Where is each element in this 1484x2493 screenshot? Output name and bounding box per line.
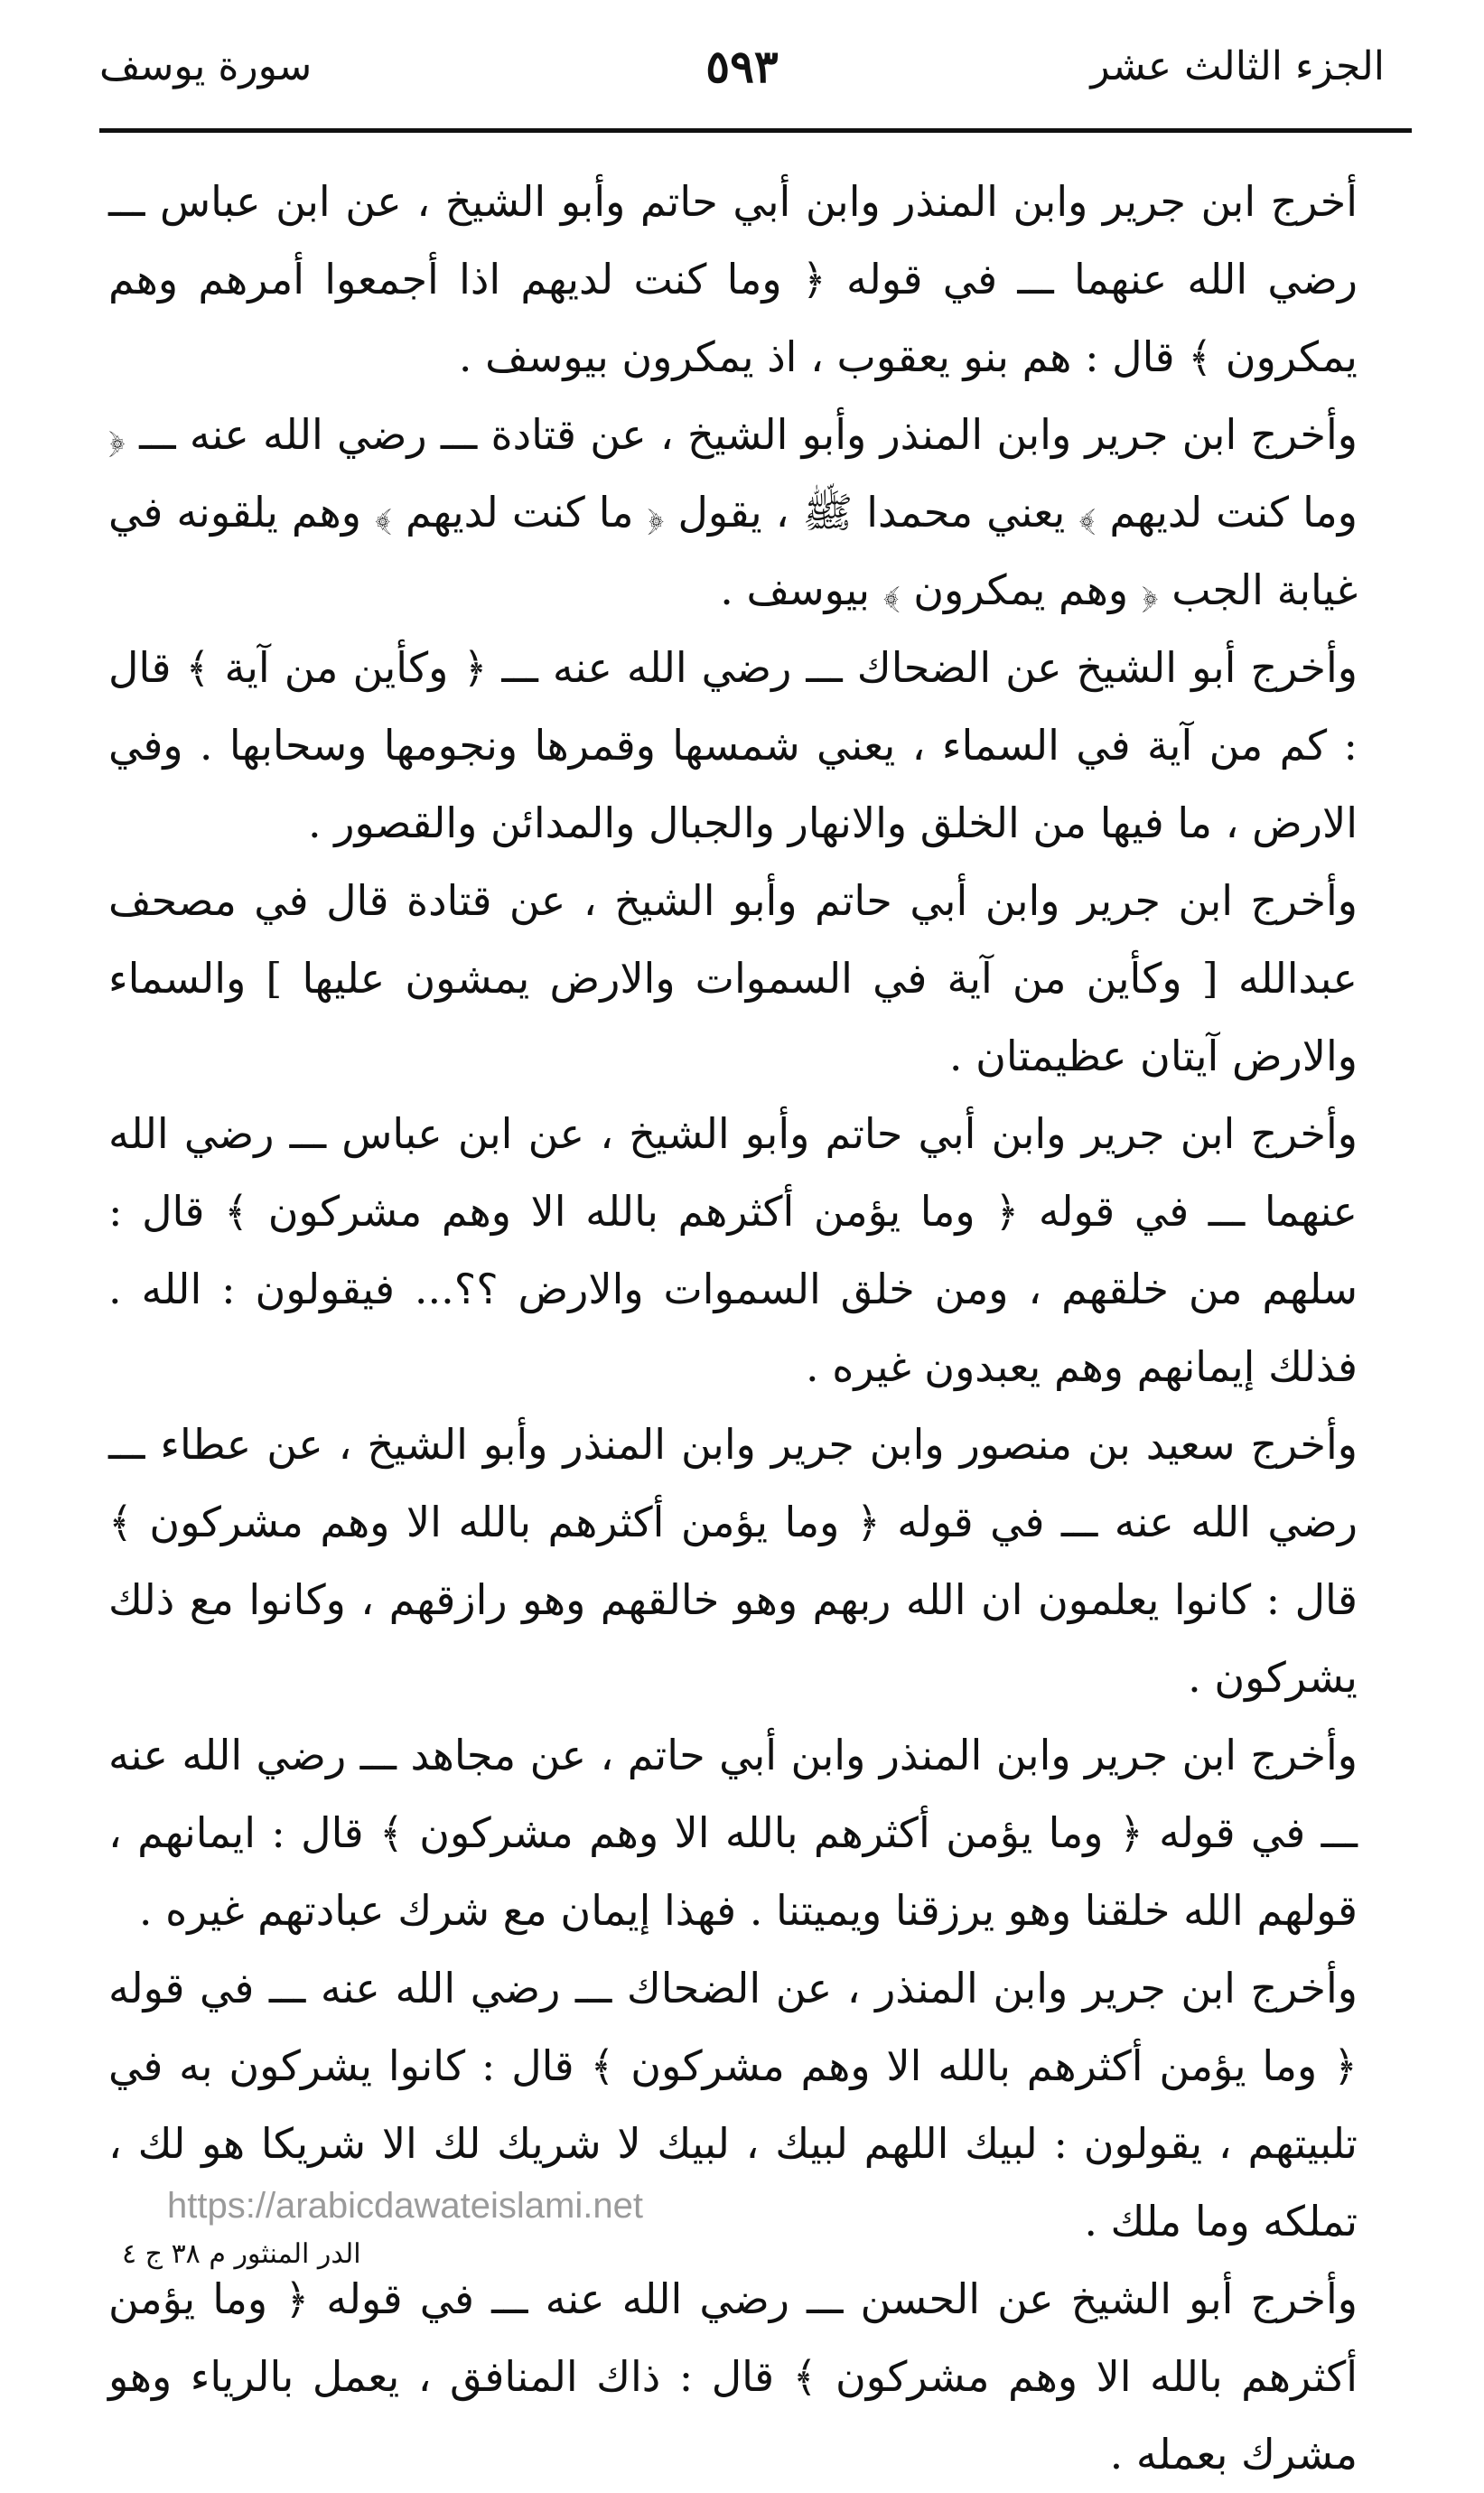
page-number: ٥٩٣ bbox=[705, 40, 779, 93]
juz-title: الجزء الثالث عشر bbox=[1090, 43, 1385, 89]
paragraph-6: وأخرج سعيد بن منصور وابن جرير وابن المنذر وأبو الشيخ ، عن عطاء ـــ رضي الله عنه ـــ في قوله ﴿ وما يؤمن أكثرهم بالله الا وهم مشركون ﴾ قال : كانوا يعلمون ان الله ربهم وهو خالقهم وهو رازقهم ، وكانوا مع ذلك يشركون . bbox=[108, 1420, 1358, 1702]
watermark-url: https://arabicdawateislami.net bbox=[167, 2186, 643, 2226]
paragraph-2: وأخرج ابن جرير وابن المنذر وأبو الشيخ ، عن قتادة ـــ رضي الله عنه ـــ ﴿ وما كنت لديهم ﴾ يعني محمدا ﷺ ، يقول ﴿ ما كنت لديهم ﴾ وهم يلقونه في غيابة الجب ﴿ وهم يمكرون ﴾ بيوسف . bbox=[108, 410, 1358, 614]
paragraph-9: وأخرج أبو الشيخ عن الحسن ـــ رضي الله عنه ـــ في قوله ﴿ وما يؤمن أكثرهم بالله الا وهم مشركون ﴾ قال : ذاك المنافق ، يعمل بالرياء وهو مشرك بعمله . bbox=[108, 2274, 1358, 2479]
paragraph-8: وأخرج ابن جرير وابن المنذر ، عن الضحاك ـــ رضي الله عنه ـــ في قوله ﴿ وما يؤمن أكثرهم بالله الا وهم مشركون ﴾ قال : كانوا يشركون به في تلبيتهم ، يقولون : لبيك اللهم لبيك ، لبيك لا شريك لك الا شريكا هو لك ، تملكه وما ملك . bbox=[108, 1964, 1358, 2246]
paragraph-5: وأخرج ابن جرير وابن أبي حاتم وأبو الشيخ ، عن ابن عباس ـــ رضي الله عنهما ـــ في قوله ﴿ وما يؤمن أكثرهم بالله الا وهم مشركون ﴾ قال : سلهم من خلقهم ، ومن خلق السموات والارض ؟؟... فيقولون : الله . فذلك إيمانهم وهم يعبدون غيره . bbox=[108, 1109, 1358, 1391]
body-text bbox=[108, 163, 1358, 2493]
paragraph-4: وأخرج ابن جرير وابن أبي حاتم وأبو الشيخ ، عن قتادة قال في مصحف عبدالله [ وكأين من آية في السموات والارض يمشون عليها ] والسماء والارض آيتان عظيمتان . bbox=[108, 876, 1358, 1080]
paragraph-3: وأخرج أبو الشيخ عن الضحاك ـــ رضي الله عنه ـــ ﴿ وكأين من آية ﴾ قال : كم من آية في السماء ، يعني شمسها وقمرها ونجومها وسحابها . وفي الارض ، ما فيها من الخلق والانهار والجبال والمدائن والقصور . bbox=[108, 643, 1358, 847]
footer-reference: الدر المنثور م ٣٨ ج ٤ bbox=[122, 2238, 361, 2270]
header-rule bbox=[99, 128, 1412, 133]
surah-title: سورة يوسف bbox=[99, 43, 313, 89]
running-header bbox=[99, 34, 1385, 125]
paragraph-1: أخرج ابن جرير وابن المنذر وابن أبي حاتم وأبو الشيخ ، عن ابن عباس ـــ رضي الله عنهما ـــ في قوله ﴿ وما كنت لديهم اذا أجمعوا أمرهم وهم يمكرون ﴾ قال : هم بنو يعقوب ، اذ يمكرون بيوسف . bbox=[108, 177, 1358, 381]
paragraph-7: وأخرج ابن جرير وابن المنذر وابن أبي حاتم ، عن مجاهد ـــ رضي الله عنه ـــ في قوله ﴿ وما يؤمن أكثرهم بالله الا وهم مشركون ﴾ قال : ايمانهم ، قولهم الله خلقنا وهو يرزقنا ويميتنا . فهذا إيمان مع شرك عبادتهم غيره . bbox=[108, 1731, 1358, 1935]
